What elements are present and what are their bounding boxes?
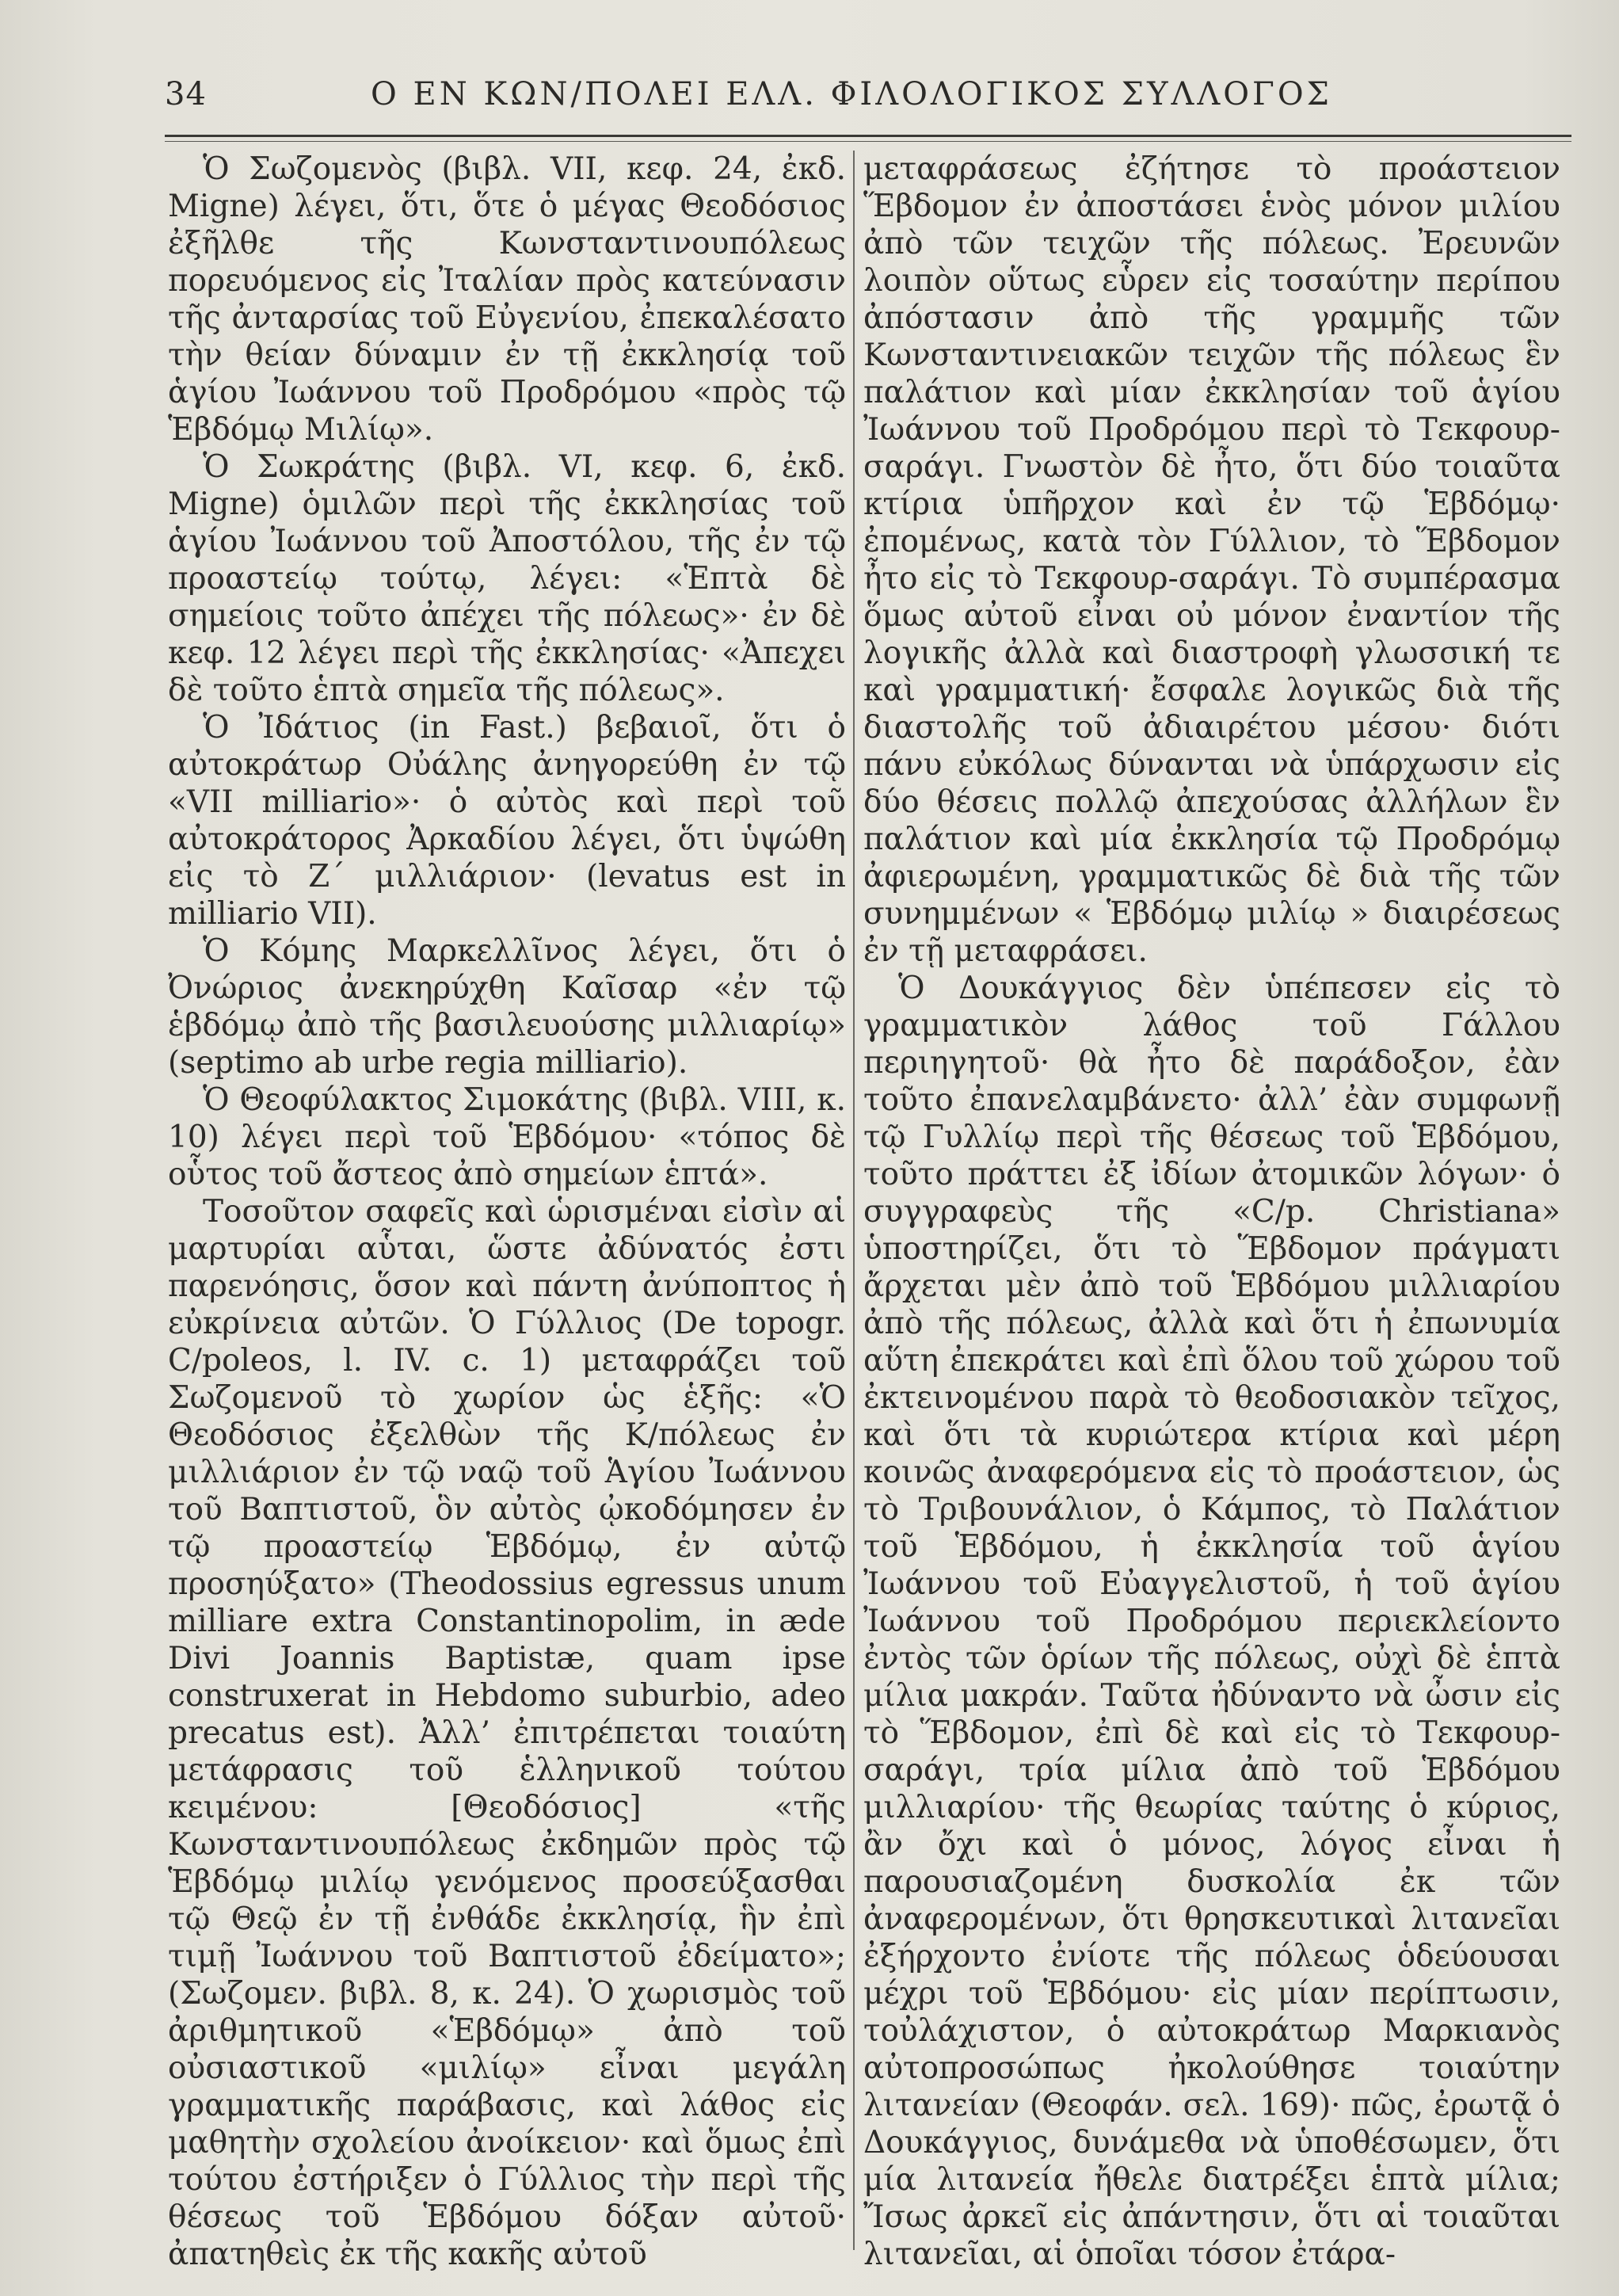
paragraph-theophylaktos: Ὁ Θεοφύλακτος Σιμοκάτης (βιβλ. VIII, κ. 10) λέγει περὶ τοῦ Ἑβδόμου· «τόπος δὲ οὗτος τοῦ ἄστεος ἀπὸ σημείων ἑπτά». [168,1082,846,1192]
page-header [165,76,1571,132]
right-column [863,151,1560,2282]
paragraph-doukangios: Ὁ Δουκάγγιος δὲν ὑπέπεσεν εἰς τὸ γραμματικὸν λάθος τοῦ Γάλλου περιηγητοῦ· θὰ ἦτο δὲ παράδοξον, ἐὰν τοῦτο ἐπανελαμβάνετο· ἀλλ’ ἐὰν συμφωνῇ τῷ Γυλλίῳ περὶ τῆς θέσεως τοῦ Ἑβδόμου, τοῦτο πράττει ἐξ ἰδίων ἀτομικῶν λόγων· ὁ συγγραφεὺς τῆς «C/p. Christiana» ὑποστηρίζει, ὅτι τὸ Ἕβδομον πράγματι ἄρχεται μὲν ἀπὸ τοῦ Ἑβδόμου μιλλιαρίου ἀπὸ τῆς πόλεως, ἀλλὰ καὶ ὅτι ἡ ἐπωνυμία αὕτη ἐπεκράτει καὶ ἐπὶ ὅλου τοῦ χώρου τοῦ ἐκτεινομένου παρὰ τὸ θεοδοσιακὸν τεῖχος, καὶ ὅτι τὰ κυριώτερα κτίρια καὶ μέρη κοινῶς ἀναφερόμενα εἰς τὸ προάστειον, ὡς τὸ Τριβουνάλιον, ὁ Κάμπος, τὸ Παλάτιον τοῦ Ἑβδόμου, ἡ ἐκκλησία τοῦ ἁγίου Ἰωάννου τοῦ Εὐαγγελιστοῦ, ἡ τοῦ ἁγίου Ἰωάννου τοῦ Προδρόμου περιεκλείοντο ἐντὸς τῶν ὁρίων τῆς πόλεως, οὐχὶ δὲ ἑπτὰ μίλια μακράν. Ταῦτα ἠδύναντο νὰ ὦσιν εἰς τὸ Ἕβδομον, ἐπὶ δὲ καὶ εἰς τὸ Τεκφουρ-σαράγι, τρία μίλια ἀπὸ τοῦ Ἑβδόμου μιλλιαρίου· τῆς θεωρίας ταύτης ὁ κύριος, ἂν ὄχι καὶ ὁ μόνος, λόγος εἶναι ἡ παρουσιαζομένη δυσκολία ἐκ τῶν ἀναφερομένων, ὅτι θρησκευτικαὶ λιτανεῖαι ἐξήρχοντο ἐνίοτε τῆς πόλεως ὁδεύουσαι μέχρι τοῦ Ἑβδόμου· εἰς μίαν περίπτωσιν, τοὐλάχιστον, ὁ αὐτοκράτωρ Μαρκιανὸς αὐτοπροσώπως ἠκολούθησε τοιαύτην λιτανείαν (Θεοφάν. σελ. 169)· πῶς, ἐρωτᾷ ὁ Δουκάγγιος, δυνάμεθα νὰ ὑποθέσωμεν, ὅτι μία λιτανεία ἤθελε διατρέξει ἑπτὰ μίλια; Ἴσως ἀρκεῖ εἰς ἀπάντησιν, ὅτι αἱ τοιαῦται λιτανεῖαι, αἱ ὁποῖαι τόσον ἐτάρα- [863,971,1560,2272]
column-divider [853,151,855,2250]
paragraph-idatios: Ὁ Ἰδάτιος (in Fast.) βεβαιοῖ, ὅτι ὁ αὐτοκράτωρ Οὐάλης ἀνηγορεύθη ἐν τῷ «VII milliario»· ὁ αὐτὸς καὶ περὶ τοῦ αὐτοκράτορος Ἀρκαδίου λέγει, ὅτι ὑψώθη εἰς τὸ Ζ΄ μιλλιάριον· (levatus est in milliario VII). [168,710,846,932]
paragraph-markellinos: Ὁ Κόμης Μαρκελλῖνος λέγει, ὅτι ὁ Ὀνώριος ἀνεκηρύχθη Καῖσαρ «ἐν τῷ ἑβδόμῳ ἀπὸ τῆς βασιλευούσης μιλλιαρίῳ» (septimo ab urbe regia milliario). [168,933,846,1081]
paragraph-gyllios: Τοσοῦτον σαφεῖς καὶ ὡρισμέναι εἰσὶν αἱ μαρτυρίαι αὗται, ὥστε ἀδύνατός ἐστι παρενόησις, ὅσον καὶ πάντη ἀνύποπτος ἡ εὐκρίνεια αὐτῶν. Ὁ Γύλλιος (De topogr. C/poleos, l. IV. c. 1) μεταφράζει τοῦ Σωζομενοῦ τὸ χωρίον ὡς ἑξῆς: «Ὁ Θεοδόσιος ἐξελθὼν τῆς Κ/πόλεως ἐν μιλλιάριον ἐν τῷ ναῷ τοῦ Ἁγίου Ἰωάννου τοῦ Βαπτιστοῦ, ὃν αὐτὸς ᾠκοδόμησεν ἐν τῷ προαστείῳ Ἑβδόμῳ, ἐν αὐτῷ προσηύξατο» (Theodossius egressus unum milliare extra Constantinopolim, in æde Divi Joannis Baptistæ, quam ipse construxerat in Hebdomo suburbio, adeo precatus est). Ἀλλ’ ἐπιτρέπεται τοιαύτη μετάφρασις τοῦ ἑλληνικοῦ τούτου κειμένου: [Θεοδόσιος] «τῆς Κωνσταντινουπόλεως ἐκδημῶν πρὸς τῷ Ἑβδόμῳ μιλίῳ γενόμενος προσεύξασθαι τῷ Θεῷ ἐν τῇ ἐνθάδε ἐκκλησίᾳ, ἣν ἐπὶ τιμῇ Ἰωάννου τοῦ Βαπτιστοῦ ἐδείματο»; (Σωζομεν. βιβλ. 8, κ. 24). Ὁ χωρισμὸς τοῦ ἀριθμητικοῦ «Ἑβδόμῳ» ἀπὸ τοῦ οὐσιαστικοῦ «μιλίῳ» εἶναι μεγάλη γραμματικῆς παράβασις, καὶ λάθος εἰς μαθητὴν σχολείου ἀνοίκειον· καὶ ὅμως ἐπὶ τούτου ἐστήριξεν ὁ Γύλλιος τὴν περὶ τῆς θέσεως τοῦ Ἑβδόμου δόξαν αὐτοῦ· ἀπατηθεὶς ἐκ τῆς κακῆς αὐτοῦ [168,1194,846,2272]
page-number: 34 [165,76,207,113]
paragraph-sozomenos: Ὁ Σωζομενὸς (βιβλ. VII, κεφ. 24, ἐκδ. Migne) λέγει, ὅτι, ὅτε ὁ μέγας Θεοδόσιος ἐξῆλθε τῆς Κωνσταντινουπόλεως πορευόμενος εἰς Ἰταλίαν πρὸς κατεύνασιν τῆς ἀνταρσίας τοῦ Εὐγενίου, ἐπεκαλέσατο τὴν θείαν δύναμιν ἐν τῇ ἐκκλησίᾳ τοῦ ἁγίου Ἰωάννου τοῦ Προδρόμου «πρὸς τῷ Ἑβδόμῳ Μιλίῳ». [168,151,846,448]
left-column [168,151,846,2282]
paragraph-continuation: μεταφράσεως ἐζήτησε τὸ προάστειον Ἕβδομον ἐν ἀποστάσει ἑνὸς μόνον μιλίου ἀπὸ τῶν τειχῶν τῆς πόλεως. Ἐρευνῶν λοιπὸν οὕτως εὗρεν εἰς τοσαύτην περίπου ἀπόστασιν ἀπὸ τῆς γραμμῆς τῶν Κωνσταντινειακῶν τειχῶν τῆς πόλεως ἓν παλάτιον καὶ μίαν ἐκκλησίαν τοῦ ἁγίου Ἰωάννου τοῦ Προδρόμου περὶ τὸ Τεκφουρ-σαράγι. Γνωστὸν δὲ ἦτο, ὅτι δύο τοιαῦτα κτίρια ὑπῆρχον καὶ ἐν τῷ Ἑβδόμῳ· ἐπομένως, κατὰ τὸν Γύλλιον, τὸ Ἕβδομον ἦτο εἰς τὸ Τεκφουρ-σαράγι. Τὸ συμπέρασμα ὅμως αὐτοῦ εἶναι οὐ μόνον ἐναντίον τῆς λογικῆς ἀλλὰ καὶ διαστροφὴ γλωσσική τε καὶ γραμματική· ἔσφαλε λογικῶς διὰ τῆς διαστολῆς τοῦ ἀδιαιρέτου μέσου· διότι πάνυ εὐκόλως δύνανται νὰ ὑπάρχωσιν εἰς δύο θέσεις πολλῷ ἀπεχούσας ἀλλήλων ἓν παλάτιον καὶ μία ἐκκλησία τῷ Προδρόμῳ ἀφιερωμένη, γραμματικῶς δὲ διὰ τῆς τῶν συνημμένων « Ἑβδόμῳ μιλίῳ » διαιρέσεως ἐν τῇ μεταφράσει. [863,151,1560,969]
header-rule-thin [165,141,1571,142]
header-rule [165,135,1571,137]
running-title: Ο ΕΝ ΚΩΝ/ΠΟΛΕΙ ΕΛΛ. ΦΙΛΟΛΟΓΙΚΟΣ ΣΥΛΛΟΓΟΣ [371,76,1332,113]
paragraph-sokrates: Ὁ Σωκράτης (βιβλ. VI, κεφ. 6, ἐκδ. Migne) ὁμιλῶν περὶ τῆς ἐκκλησίας τοῦ ἁγίου Ἰωάννου τοῦ Ἀποστόλου, τῆς ἐν τῷ προαστείῳ τούτῳ, λέγει: «Ἑπτὰ δὲ σημείοις τοῦτο ἀπέχει τῆς πόλεως»· ἐν δὲ κεφ. 12 λέγει περὶ τῆς ἐκκλησίας· «Ἀπεχει δὲ τοῦτο ἑπτὰ σημεῖα τῆς πόλεως». [168,449,846,708]
